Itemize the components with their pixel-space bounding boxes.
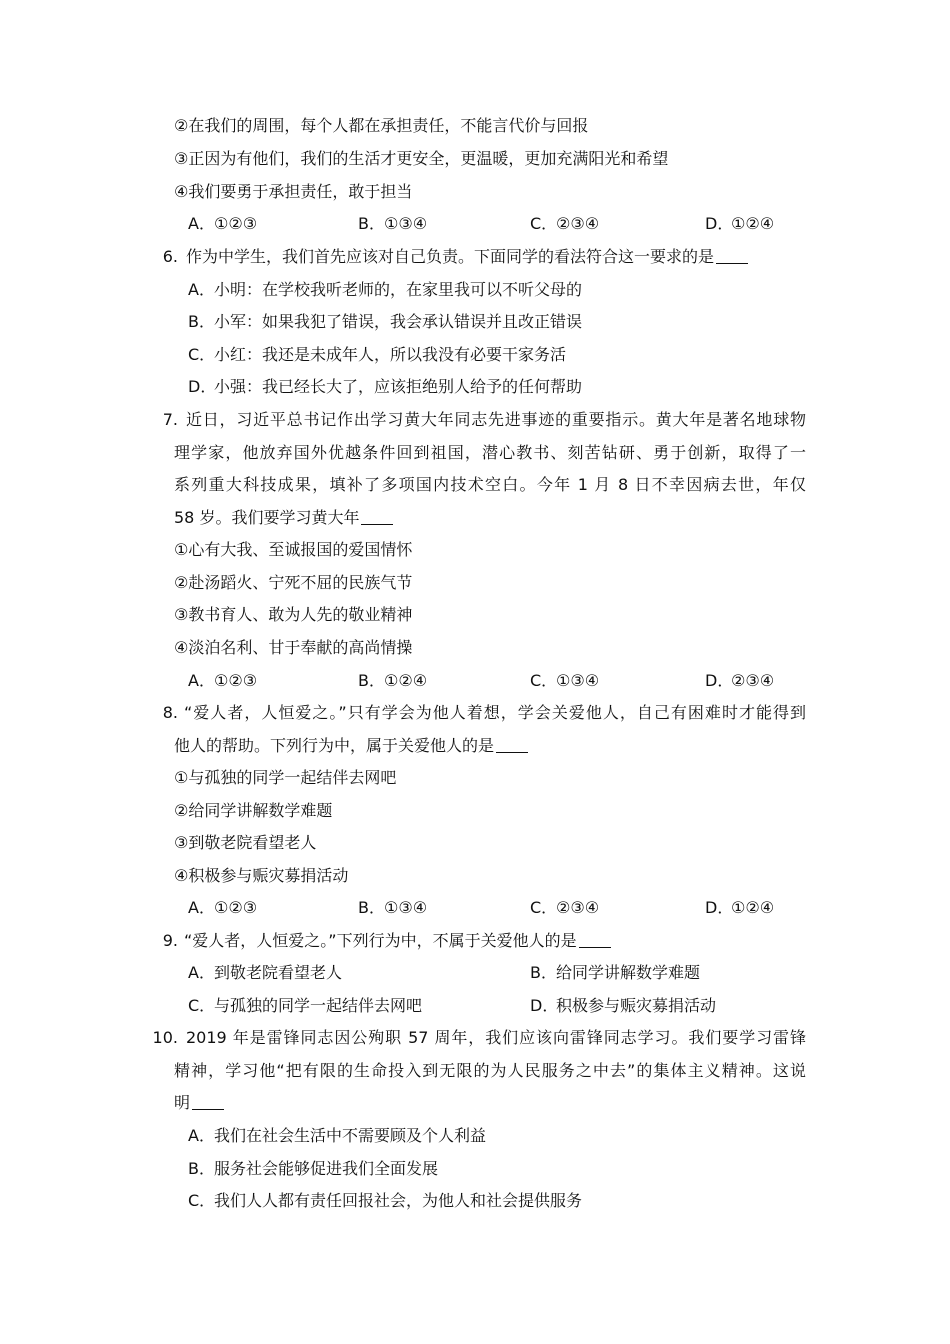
q7-item-3: ③教书育人、敢为人先的敬业精神 xyxy=(174,605,413,624)
option-text: 给同学讲解数学难题 xyxy=(556,963,701,982)
option-text: ①③④ xyxy=(384,214,428,233)
answer-blank xyxy=(192,1093,224,1110)
q5-option-c xyxy=(530,213,599,235)
option-text: 小明：在学校我听老师的，在家里我可以不听父母的 xyxy=(214,280,583,299)
q7-stem-line-2: 理学家，他放弃国外优越条件回到祖国，潜心教书、刻苦钻研、勇于创新，取得了一 xyxy=(174,443,806,462)
option-label: B． xyxy=(358,671,385,690)
option-text: ①②④ xyxy=(731,214,775,233)
option-label: A． xyxy=(188,214,215,233)
q7-option-b xyxy=(358,670,427,692)
q9-number: 9. xyxy=(162,931,178,950)
q7-item-1: ①心有大我、至诚报国的爱国情怀 xyxy=(174,540,413,559)
option-label: C． xyxy=(530,671,558,690)
q5-item-2: ②在我们的周围，每个人都在承担责任，不能言代价与回报 xyxy=(174,116,589,135)
option-label: D． xyxy=(188,377,217,396)
q9-stem-text: “爱人者，人恒爱之。”下列行为中，不属于关爱他人的是 xyxy=(184,931,577,950)
q5-option-b xyxy=(358,213,427,235)
q5-item-3: ③正因为有他们，我们的生活才更安全，更温暖，更加充满阳光和希望 xyxy=(174,149,669,168)
q10-stem-line-1: 2019 年是雷锋同志因公殉职 57 周年，我们应该向雷锋同志学习。我们要学习雷锋 xyxy=(186,1028,806,1047)
option-text: ②③④ xyxy=(556,898,600,917)
q6-stem-text: 作为中学生，我们首先应该对自己负责。下面同学的看法符合这一要求的是 xyxy=(186,247,715,266)
q7-stem-line-1: 近日，习近平总书记作出学习黄大年同志先进事迹的重要指示。黄大年是著名地球物 xyxy=(186,410,806,429)
q8-stem-text: 他人的帮助。下列行为中，属于关爱他人的是 xyxy=(174,736,495,755)
q8-stem-line-2 xyxy=(174,735,528,757)
option-text: ①②③ xyxy=(214,214,258,233)
option-label: C． xyxy=(188,996,216,1015)
answer-blank xyxy=(496,736,528,753)
option-label: B． xyxy=(530,963,557,982)
q7-stem-text: 58 岁。我们要学习黄大年 xyxy=(174,508,360,527)
option-text: 小强：我已经长大了，应该拒绝别人给予的任何帮助 xyxy=(214,377,583,396)
q9-option-a xyxy=(188,962,342,984)
option-label: B． xyxy=(188,1159,215,1178)
option-text: 积极参与赈灾募捐活动 xyxy=(556,996,717,1015)
option-label: B． xyxy=(188,312,215,331)
q6-number: 6. xyxy=(162,247,178,266)
answer-blank xyxy=(716,247,748,264)
q8-option-a xyxy=(188,897,257,919)
q8-stem-line-1: “爱人者，人恒爱之。”只有学会为他人着想，学会关爱他人，自己有困难时才能得到 xyxy=(184,703,806,722)
answer-blank xyxy=(361,508,393,525)
q5-item-4: ④我们要勇于承担责任，敢于担当 xyxy=(174,182,413,201)
q7-item-2: ②赴汤蹈火、宁死不屈的民族气节 xyxy=(174,573,413,592)
option-label: B． xyxy=(358,898,385,917)
q8-option-c xyxy=(530,897,599,919)
option-text: ①②④ xyxy=(731,898,775,917)
option-label: D． xyxy=(530,996,559,1015)
q5-option-a xyxy=(188,213,257,235)
answer-blank xyxy=(579,931,611,948)
q6-stem xyxy=(186,246,748,268)
q7-option-c xyxy=(530,670,599,692)
option-text: ①③④ xyxy=(556,671,600,690)
option-text: 小红：我还是未成年人，所以我没有必要干家务活 xyxy=(214,345,567,364)
option-label: C． xyxy=(188,1191,216,1210)
q10-option-a xyxy=(188,1125,486,1147)
q8-option-b xyxy=(358,897,427,919)
option-label: A． xyxy=(188,671,215,690)
q9-option-b xyxy=(530,962,700,984)
q8-item-3: ③到敬老院看望老人 xyxy=(174,833,317,852)
option-text: ②③④ xyxy=(556,214,600,233)
q8-item-2: ②给同学讲解数学难题 xyxy=(174,801,333,820)
q10-stem-line-3 xyxy=(174,1092,224,1114)
q10-option-b xyxy=(188,1158,438,1180)
q10-stem-text: 明 xyxy=(174,1093,191,1112)
option-label: A． xyxy=(188,1126,215,1145)
option-label: B． xyxy=(358,214,385,233)
q6-option-b xyxy=(188,311,582,333)
option-text: ①③④ xyxy=(384,898,428,917)
option-text: 我们在社会生活中不需要顾及个人利益 xyxy=(214,1126,487,1145)
q6-option-c xyxy=(188,344,566,366)
option-label: C． xyxy=(530,214,558,233)
option-label: A． xyxy=(188,963,215,982)
q7-item-4: ④淡泊名利、甘于奉献的高尚情操 xyxy=(174,638,413,657)
q6-option-d xyxy=(188,376,582,398)
q10-stem-line-2: 精神，学习他“把有限的生命投入到无限的为人民服务之中去”的集体主义精神。这说 xyxy=(174,1061,806,1080)
q5-option-d xyxy=(705,213,774,235)
q8-item-4: ④积极参与赈灾募捐活动 xyxy=(174,866,349,885)
option-text: ①②③ xyxy=(214,898,258,917)
q8-item-1: ①与孤独的同学一起结伴去网吧 xyxy=(174,768,397,787)
option-label: D． xyxy=(705,671,734,690)
q9-option-d xyxy=(530,995,716,1017)
q7-number: 7. xyxy=(162,410,178,429)
q10-option-c xyxy=(188,1190,582,1212)
q7-option-d xyxy=(705,670,774,692)
q8-number: 8. xyxy=(162,703,178,722)
option-label: C． xyxy=(188,345,216,364)
option-label: A． xyxy=(188,280,215,299)
q7-stem-line-4 xyxy=(174,507,393,529)
option-label: D． xyxy=(705,898,734,917)
option-label: C． xyxy=(530,898,558,917)
option-text: 到敬老院看望老人 xyxy=(214,963,343,982)
q7-stem-line-3: 系列重大科技成果，填补了多项国内技术空白。今年 1 月 8 日不幸因病去世，年仅 xyxy=(174,475,806,494)
q8-option-d xyxy=(705,897,774,919)
option-text: 与孤独的同学一起结伴去网吧 xyxy=(214,996,423,1015)
option-text: 小军：如果我犯了错误，我会承认错误并且改正错误 xyxy=(214,312,583,331)
option-text: 我们人人都有责任回报社会，为他人和社会提供服务 xyxy=(214,1191,583,1210)
option-label: D． xyxy=(705,214,734,233)
q6-option-a xyxy=(188,279,582,301)
option-text: ②③④ xyxy=(731,671,775,690)
q7-option-a xyxy=(188,670,257,692)
q9-option-c xyxy=(188,995,422,1017)
q10-number: 10. xyxy=(152,1028,178,1047)
q9-stem xyxy=(184,930,611,952)
option-text: ①②③ xyxy=(214,671,258,690)
option-text: 服务社会能够促进我们全面发展 xyxy=(214,1159,439,1178)
option-label: A． xyxy=(188,898,215,917)
option-text: ①②④ xyxy=(384,671,428,690)
